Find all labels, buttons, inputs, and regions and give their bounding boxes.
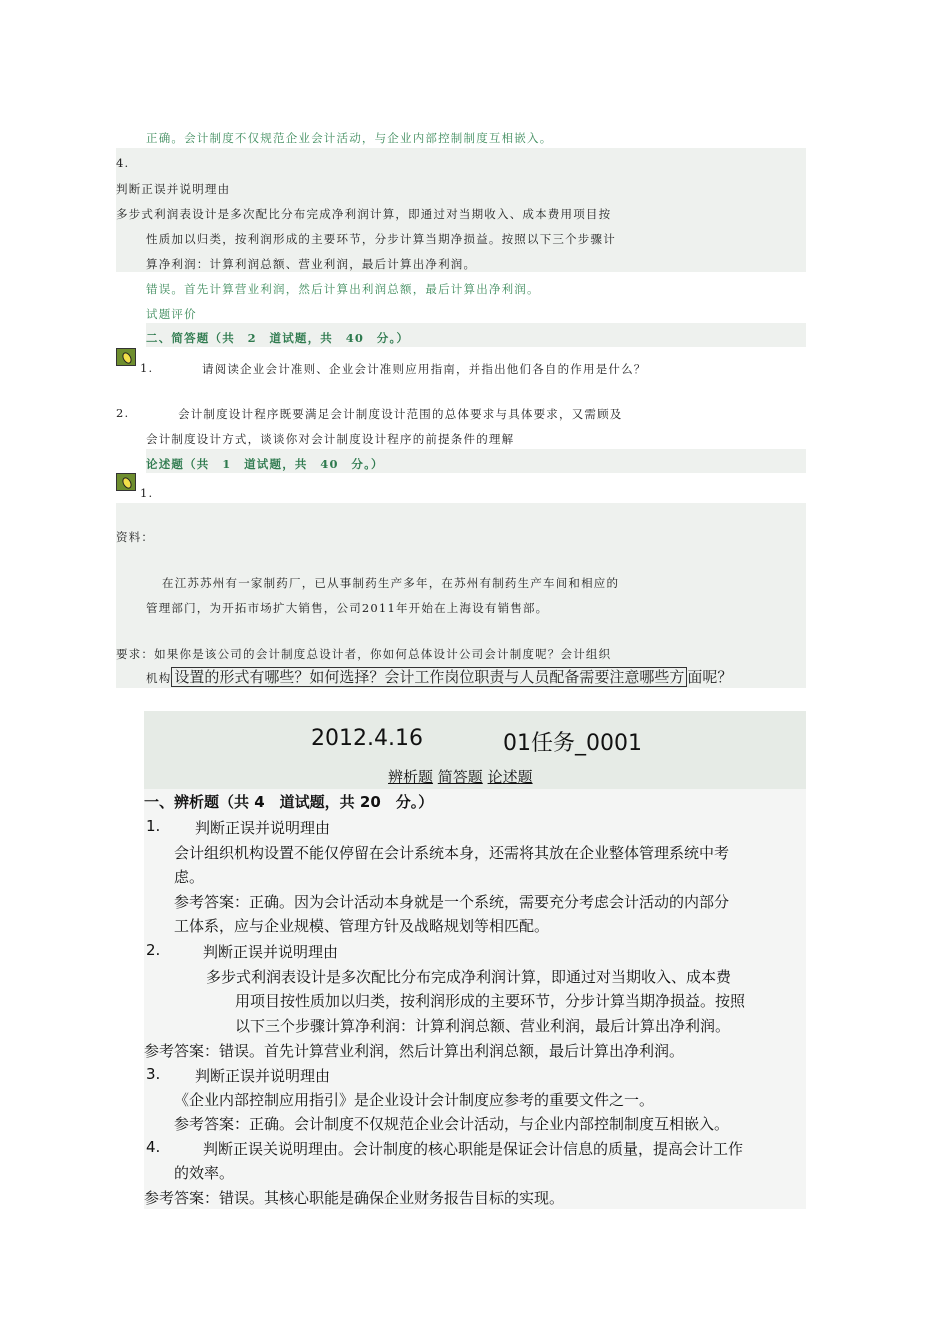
b-q2-line-2: 用项目按性质加以归类，按利润形成的主要环节，分步计算当期净损益。按照: [235, 992, 746, 1010]
b-q4-line-2: 的效率。: [174, 1164, 235, 1182]
b-q2-type: 判断正误并说明理由: [203, 943, 339, 961]
b-q2-answer: 参考答案：错误。首先计算营业利润，然后计算出利润总额，最后计算出净利润。: [144, 1042, 685, 1060]
b-q3-number: 3.: [146, 1065, 161, 1083]
section-nav: [388, 766, 533, 787]
nav-link-jianda[interactable]: 简答题: [437, 768, 483, 786]
b-q2-line-3: 以下三个步骤计算净利润：计算利润总额、营业利润，最后计算出净利润。: [235, 1017, 731, 1035]
question-4-line-1: 多步式利润表设计是多次配比分布完成净利润计算，即通过对当期收入、成本费用项目按: [116, 207, 612, 221]
answer-4-text: 错误。首先计算营业利润，然后计算出利润总额，最后计算出净利润。: [146, 282, 540, 296]
s2-question-1-text: 请阅读企业会计准则、企业会计准则应用指南，并指出他们各自的作用是什么？: [202, 362, 647, 376]
b-q1-type: 判断正误并说明理由: [195, 819, 331, 837]
s2-question-2-line-2: 会计制度设计方式，谈谈你对会计制度设计程序的前提条件的理解: [146, 432, 515, 446]
section-3-title: 论述题（共 1 道试题，共 40 分。）: [146, 457, 384, 471]
requirement-line-2-prefix: 机构: [146, 671, 172, 685]
s2-question-2-line-1: 会计制度设计程序既要满足会计制度设计范围的总体要求与具体要求，又需顾及: [178, 407, 623, 421]
section-2-title: 二、简答题（共 2 道试题，共 40 分。）: [146, 331, 410, 345]
section-1-title: 一、辨析题（共 4 道试题，共 20 分。）: [144, 793, 434, 811]
b-q1-answer-2: 工体系，应与企业规模、管理方针及战略规划等相匹配。: [174, 917, 550, 935]
b-q2-number: 2.: [146, 941, 161, 959]
b-q1-answer-1: 参考答案：正确。因为会计活动本身就是一个系统，需要充分考虑会计活动的内部分: [174, 893, 730, 911]
answer-3-text: 正确。会计制度不仅规范企业会计活动，与企业内部控制制度互相嵌入。: [146, 131, 553, 145]
b-q3-line-1: 《企业内部控制应用指引》是企业设计会计制度应参考的重要文件之一。: [174, 1091, 655, 1109]
question-4-type: 判断正误并说明理由: [116, 182, 231, 196]
nav-link-bianxi[interactable]: 辨析题: [388, 768, 434, 786]
b-q3-answer: 参考答案：正确。会计制度不仅规范企业会计活动，与企业内部控制制度互相嵌入。: [174, 1115, 730, 1133]
b-q1-number: 1.: [146, 817, 161, 835]
question-icon: [116, 473, 136, 491]
header-task: 01任务_0001: [503, 731, 642, 756]
b-q4-number: 4.: [146, 1138, 161, 1156]
question-4-number: 4.: [116, 156, 130, 170]
requirement-line-1: 要求：如果你是该公司的会计制度总设计者，你如何总体设计公司会计制度呢？会计组织: [116, 647, 612, 661]
b-q4-line-1: 判断正误关说明理由。会计制度的核心职能是保证会计信息的质量，提高会计工作: [203, 1140, 744, 1158]
material-line-2: 管理部门，为开拓市场扩大销售，公司2011年开始在上海设有销售部。: [146, 601, 549, 615]
question-4-line-2: 性质加以归类，按利润形成的主要环节，分步计算当期净损益。按照以下三个步骤计: [146, 232, 616, 246]
evaluation-link[interactable]: 试题评价: [146, 307, 197, 321]
b-q2-line-1: 多步式利润表设计是多次配比分布完成净利润计算，即通过对当期收入、成本费: [206, 968, 732, 986]
question-4-line-3: 算净利润：计算利润总额、营业利润，最后计算出净利润。: [146, 257, 477, 271]
s3-question-1-number: 1.: [140, 486, 154, 500]
s2-question-1-number: 1.: [140, 361, 154, 375]
requirement-line-2-boxed: 设置的形式有哪些？如何选择？会计工作岗位职责与人员配备需要注意哪些方: [171, 667, 687, 687]
requirement-line-2-suffix: 面呢？: [687, 668, 733, 686]
material-line-1: 在江苏苏州有一家制药厂，已从事制药生产多年，在苏州有制药生产车间和相应的: [162, 576, 620, 590]
b-q1-line-1: 会计组织机构设置不能仅停留在会计系统本身，还需将其放在企业整体管理系统中考: [174, 844, 730, 862]
b-q4-answer: 参考答案：错误。其核心职能是确保企业财务报告目标的实现。: [144, 1189, 565, 1207]
material-label: 资料：: [116, 530, 155, 544]
b-q1-line-2: 虑。: [174, 868, 205, 886]
question-icon: [116, 348, 136, 366]
requirement-line-2: [146, 666, 732, 687]
nav-link-lunshu[interactable]: 论述题: [487, 768, 533, 786]
s2-question-2-number: 2.: [116, 406, 130, 420]
b-q3-type: 判断正误并说明理由: [195, 1067, 331, 1085]
header-date: 2012.4.16: [311, 726, 423, 751]
